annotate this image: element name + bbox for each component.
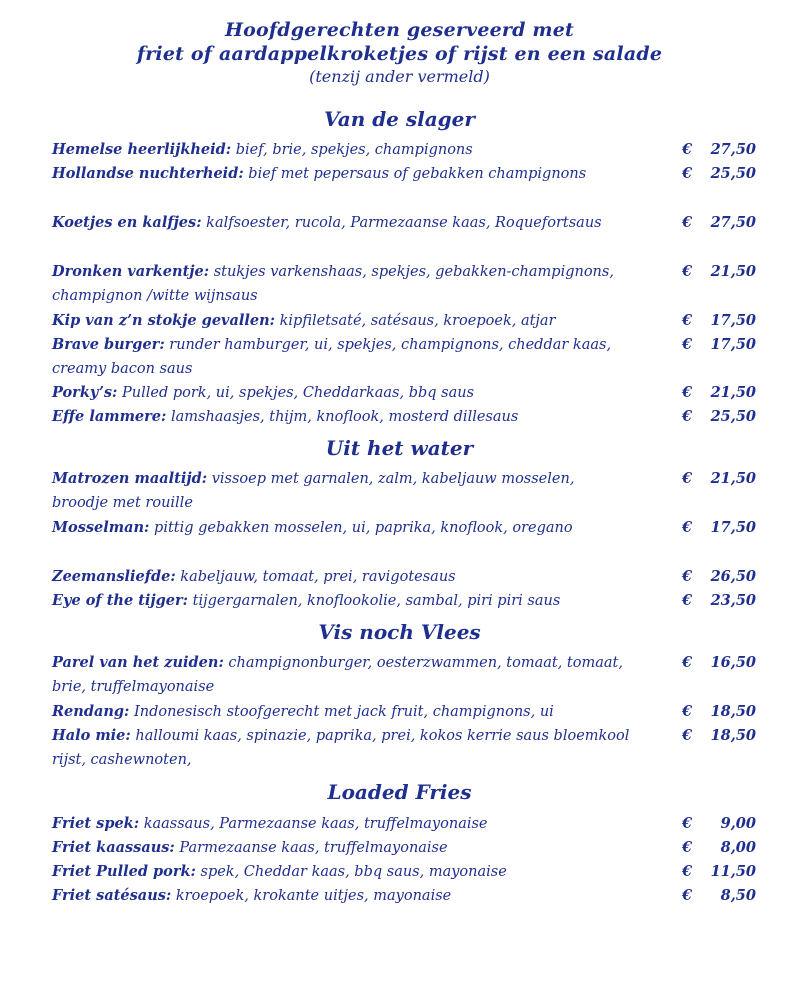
currency-symbol: €	[682, 408, 693, 425]
menu-item	[52, 260, 792, 308]
currency-symbol: €	[682, 519, 693, 536]
menu-item	[52, 467, 792, 515]
item-description: kaassaus, Parmezaanse kaas, truffelmayonaise	[139, 816, 488, 832]
item-name: Mosselman:	[52, 519, 150, 536]
menu-item	[52, 836, 792, 860]
price-amount: 17,50	[710, 312, 756, 329]
item-name: Friet satésaus:	[52, 887, 172, 904]
price-amount: 23,50	[710, 592, 756, 609]
item-description: Pulled pork, ui, spekjes, Cheddarkaas, bbq saus	[117, 385, 475, 401]
item-name: Rendang:	[52, 703, 130, 720]
item-description: kipfiletsaté, satésaus, kroepoek, atjar	[275, 313, 556, 329]
section-title-uit-het-water: Uit het water	[325, 436, 474, 460]
currency-symbol: €	[682, 887, 693, 904]
item-description: kroepoek, krokante uitjes, mayonaise	[171, 888, 452, 904]
item-description: halloumi kaas, spinazie, paprika, prei, kokos kerrie saus bloemkool rijst, cashewnoten,	[52, 728, 630, 768]
menu-item	[52, 565, 792, 589]
item-description: runder hamburger, ui, spekjes, champignons, cheddar kaas, creamy bacon saus	[52, 337, 612, 377]
menu-header	[0, 18, 799, 88]
price-amount: 21,50	[710, 384, 756, 401]
currency-symbol: €	[682, 592, 693, 609]
menu-item	[52, 724, 792, 772]
menu-item	[52, 812, 792, 836]
item-description: pittig gebakken mosselen, ui, paprika, knoflook, oregano	[149, 520, 573, 536]
currency-symbol: €	[682, 863, 693, 880]
item-name: Friet Pulled pork:	[52, 863, 196, 880]
item-description: kalfsoester, rucola, Parmezaanse kaas, Roquefortsaus	[201, 215, 602, 231]
header-line-3: (tenzij ander vermeld)	[309, 67, 490, 86]
menu-item	[52, 860, 792, 884]
price-amount: 9,00	[720, 815, 756, 832]
item-description: champignonburger, oesterzwammen, tomaat, tomaat, brie, truffelmayonaise	[52, 655, 623, 695]
item-name: Zeemansliefde:	[52, 568, 176, 585]
menu-item	[52, 405, 792, 429]
header-line-1: Hoofdgerechten geserveerd met	[225, 19, 574, 41]
item-description: Parmezaanse kaas, truffelmayonaise	[174, 840, 448, 856]
price-amount: 21,50	[710, 263, 756, 280]
menu-item	[52, 333, 792, 381]
menu-item	[52, 589, 792, 613]
menu-item	[52, 211, 792, 235]
item-name: Hemelse heerlijkheid:	[52, 141, 232, 158]
item-description: vissoep met garnalen, zalm, kabeljauw mosselen, broodje met rouille	[52, 471, 575, 511]
price-amount: 16,50	[710, 654, 756, 671]
currency-symbol: €	[682, 815, 693, 832]
currency-symbol: €	[682, 703, 693, 720]
currency-symbol: €	[682, 654, 693, 671]
item-name: Porky’s:	[52, 384, 118, 401]
currency-symbol: €	[682, 312, 693, 329]
price-amount: 25,50	[710, 165, 756, 182]
item-name: Halo mie:	[52, 727, 131, 744]
item-name: Brave burger:	[52, 336, 165, 353]
item-name: Friet kaassaus:	[52, 839, 175, 856]
price-amount: 21,50	[710, 470, 756, 487]
currency-symbol: €	[682, 214, 693, 231]
item-name: Dronken varkentje:	[52, 263, 210, 280]
header-line-2: friet of aardappelkroketjes of rijst en een salade	[136, 43, 663, 65]
currency-symbol: €	[682, 165, 693, 182]
item-description: tijgergarnalen, knoflookolie, sambal, piri piri saus	[188, 593, 561, 609]
item-name: Effe lammere:	[52, 408, 167, 425]
menu-item	[52, 309, 792, 333]
item-description: Indonesisch stoofgerecht met jack fruit, champignons, ui	[129, 704, 554, 720]
price-amount: 26,50	[710, 568, 756, 585]
price-amount: 8,50	[720, 887, 756, 904]
currency-symbol: €	[682, 568, 693, 585]
price-amount: 8,00	[720, 839, 756, 856]
item-name: Koetjes en kalfjes:	[52, 214, 202, 231]
currency-symbol: €	[682, 263, 693, 280]
item-description: lamshaasjes, thijm, knoflook, mosterd dillesaus	[166, 409, 519, 425]
section-title-van-de-slager: Van de slager	[324, 107, 475, 131]
currency-symbol: €	[682, 470, 693, 487]
price-amount: 17,50	[710, 336, 756, 353]
menu-item	[52, 884, 792, 908]
currency-symbol: €	[682, 727, 693, 744]
price-amount: 27,50	[710, 214, 756, 231]
price-amount: 18,50	[710, 703, 756, 720]
item-description: stukjes varkenshaas, spekjes, gebakken-champignons, champignon /witte wijnsaus	[52, 264, 614, 304]
price-amount: 18,50	[710, 727, 756, 744]
currency-symbol: €	[682, 141, 693, 158]
currency-symbol: €	[682, 336, 693, 353]
item-description: bief, brie, spekjes, champignons	[231, 142, 473, 158]
menu-item	[52, 381, 792, 405]
section-title-vis-noch-vlees: Vis noch Vlees	[318, 620, 481, 644]
price-amount: 25,50	[710, 408, 756, 425]
item-name: Parel van het zuiden:	[52, 654, 224, 671]
item-description: bief met pepersaus of gebakken champignons	[243, 166, 587, 182]
item-name: Friet spek:	[52, 815, 140, 832]
menu-item	[52, 138, 792, 162]
item-description: kabeljauw, tomaat, prei, ravigotesaus	[175, 569, 456, 585]
menu-item	[52, 516, 792, 540]
item-name: Matrozen maaltijd:	[52, 470, 208, 487]
item-name: Kip van z’n stokje gevallen:	[52, 312, 276, 329]
menu-item	[52, 700, 792, 724]
currency-symbol: €	[682, 839, 693, 856]
menu-item	[52, 651, 792, 699]
currency-symbol: €	[682, 384, 693, 401]
item-name: Hollandse nuchterheid:	[52, 165, 244, 182]
section-title-loaded-fries: Loaded Fries	[327, 780, 472, 804]
price-amount: 27,50	[710, 141, 756, 158]
item-description: spek, Cheddar kaas, bbq saus, mayonaise	[195, 864, 507, 880]
menu-item	[52, 162, 792, 186]
price-amount: 11,50	[710, 863, 756, 880]
price-amount: 17,50	[710, 519, 756, 536]
item-name: Eye of the tijger:	[52, 592, 189, 609]
